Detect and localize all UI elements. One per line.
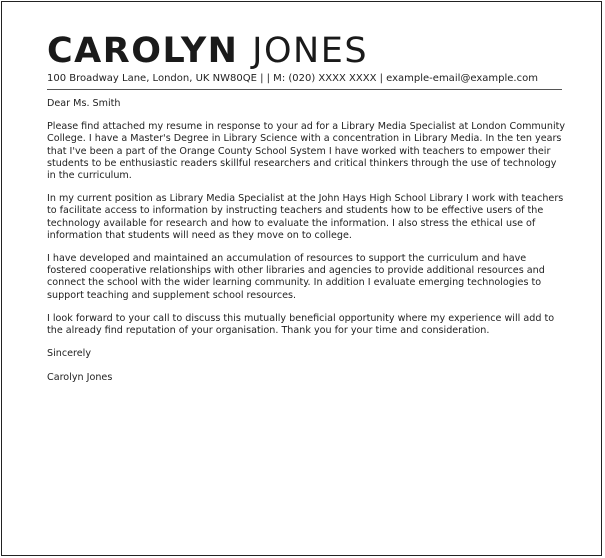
contact-line: 100 Broadway Lane, London, UK NW80QE | | M: (020) XXXX XXXX | example-email@example.com: [47, 73, 538, 84]
salutation: Dear Ms. Smith: [47, 98, 121, 109]
document-frame: [1, 1, 602, 556]
cover-letter: [47, 32, 567, 385]
first-name: CAROLYN: [47, 31, 239, 71]
closing: Sincerely: [47, 348, 91, 360]
paragraph-1: Please find attached my resume in response to your ad for a Library Media Specialist at London Community College. I have a Master's Degree in Library Science with a concentration in Library Media. In the ten years that I've been a part of the Orange County School System I have worked with teachers to empower their students to be enthusiastic readers skillful researchers and critical thinkers through the use of technology in the curriculum.: [47, 121, 566, 182]
paragraph-4: I look forward to your call to discuss this mutually beneficial opportunity where my experience will add to the already find reputation of your organisation. Thank you for your time and consideration.: [47, 312, 555, 337]
applicant-name: [47, 32, 567, 70]
signature-name: Carolyn Jones: [47, 372, 113, 384]
paragraph-3: I have developed and maintained an accumulation of resources to support the curriculum and have fostered cooperative relationships with other libraries and agencies to provide additional resources and connect the school with the wider learning community. In addition I evaluate emerging technologies to support teaching and supplement school resources.: [47, 253, 545, 301]
letter-body: [47, 98, 567, 385]
last-name: JONES: [252, 31, 369, 71]
paragraph-2: In my current position as Library Media Specialist at the John Hays High School Library I work with teachers to facilitate access to information by instructing teachers and students how to be effective users of the technology available for research and how to evaluate the information. I also stress the ethical use of information that students will need as they move on to college.: [47, 193, 564, 241]
header-divider: [47, 89, 562, 90]
